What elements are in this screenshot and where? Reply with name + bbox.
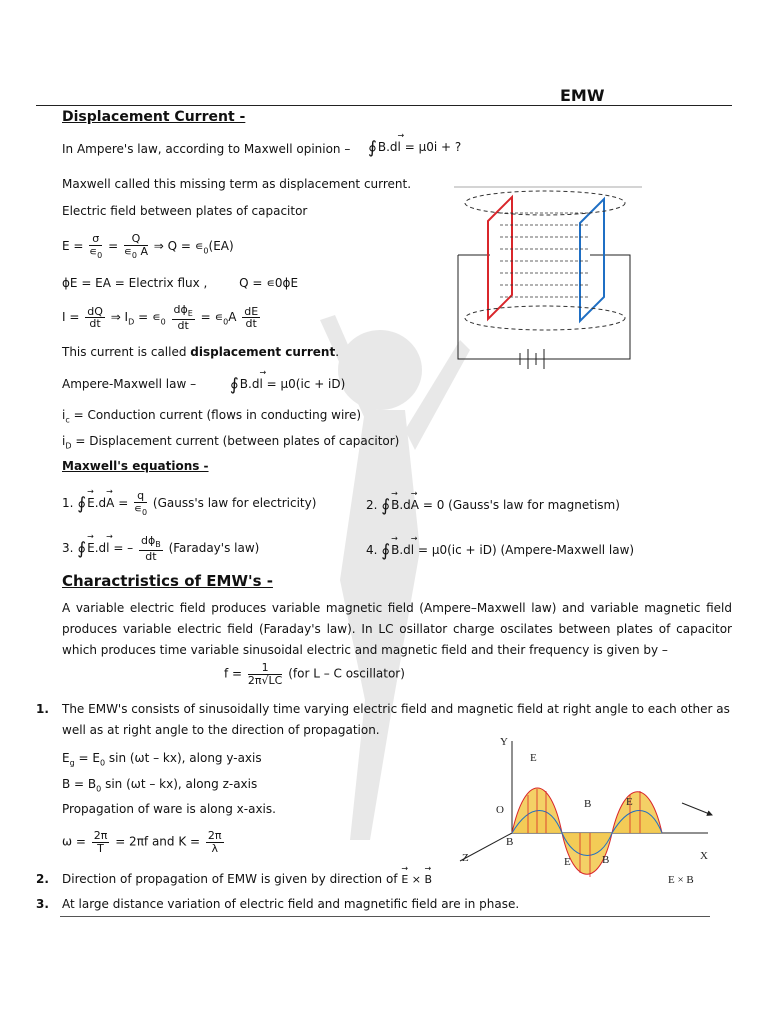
capacitor-circuit-diagram [450,183,650,373]
maxwell-eq-3: 3. ∮→ E.d→ l = – $\frac{d\phi_B}{dt}$ (Faraday's law) [62,535,259,562]
footer-rule [60,916,710,917]
e-wave-equation: $E_g = E_0$ sin (ωt – kx), along y-axis [62,751,262,768]
ic-definition: $i_c$ = Conduction current (flows in conducting wire) [62,408,362,425]
intro-line: In Ampere's law, according to Maxwell opinion – [62,142,351,156]
propagation-line: Propagation of ware is along x-axis. [62,802,276,816]
maxwell-eq-1: 1. ∮→ E.d→ A = $\frac{q}{∊_0}$ (Gauss's law for electricity) [62,490,316,517]
item-number-2: 2. [36,872,49,886]
frequency-equation: f = $\frac{1}{2\pi√LC}$ (for L – C oscillator) [224,661,405,687]
field-line: Electric field between plates of capacitor [62,204,308,218]
wave-label-o: O [496,804,504,816]
item-2-text: Direction of propagation of EMW is given by direction of → E × → B [62,872,432,886]
contour-integral-icon: ∮ [368,138,377,158]
wave-label-x: X [700,850,708,862]
section-heading-displacement: Displacement Current - [62,109,246,125]
item-number-1: 1. [36,702,49,716]
maxwell-eq-4: 4. ∮→ B.d→ l = μ0(ic + iD) (Ampere-Maxwell law) [366,541,634,561]
e-field-equation: E = $\frac{\sigma}{∊_0}$ = $\frac{Q}{∊_0 A}$ ⇒ $Q = ∊_0(EA)$ [62,232,234,260]
maxwell-eq-2: 2. ∮→ B.d→ A = 0 (Gauss's law for magnetism) [366,496,620,516]
omega-k-equation: ω = $\frac{2\pi}{T}$ = 2πf and K = $\frac{2\pi}{\lambda}$ [62,829,222,855]
item-number-3: 3. [36,897,49,911]
wave-label-y: Y [500,736,508,748]
item-3-text: At large distance variation of electric field and magnetific field are in phase. [62,897,520,911]
item-1-text: The EMW's consists of sinusoidally time varying electric field and magnetic field at right angle to each other as well as at right angle to the direction of propagation. [62,702,730,737]
current-equation: I = $\frac{dQ}{dt}$ ⇒ $I_D$ = $∊_0$ $\frac{d\phi_E}{dt}$ = $∊_0A$ $\frac{dE}{dt}$ [62,303,259,332]
flux-line: ϕE = EA = Electrix flux , Q = ∊0ϕE [62,276,299,290]
wave-label-e3: E [626,796,633,808]
wave-label-b3: B [602,854,610,866]
emw-paragraph: A variable electric field produces variable magnetic field (Ampere–Maxwell law) and variable magnetic field produces variable electric field (Faraday's law). In LC osillator charge oscilates between plates of capacitor which produces time variable sinusoidal electric and magnetic field and their frequency is given by – [62,601,732,657]
em-wave-diagram [450,733,720,893]
maxwell-heading: Maxwell's equations - [62,459,209,473]
wave-label-z: Z [462,852,469,864]
ampere-equation: ∮B.d→ l = μ0i + ? [368,138,461,158]
section-heading-emw: Charactristics of EMW's - [62,572,273,590]
called-line: This current is called displacement current. [62,345,340,359]
wave-label-e1: E [530,752,537,764]
missing-term-line: Maxwell called this missing term as displacement current. [62,177,412,191]
wave-label-b1: B [506,836,514,848]
ampere-maxwell-line: Ampere-Maxwell law – ∮B.d→ l = μ0(ic + iD) [62,375,345,395]
wave-label-exb: E × B [668,874,694,886]
wave-label-b2: B [584,798,592,810]
b-wave-equation: $B = B_0$ sin (ωt – kx), along z-axis [62,777,258,794]
header-rule [36,105,732,106]
wave-label-e2: E [564,856,571,868]
page-title: EMW [560,86,605,105]
id-definition: $i_D$ = Displacement current (between plates of capacitor) [62,434,400,451]
